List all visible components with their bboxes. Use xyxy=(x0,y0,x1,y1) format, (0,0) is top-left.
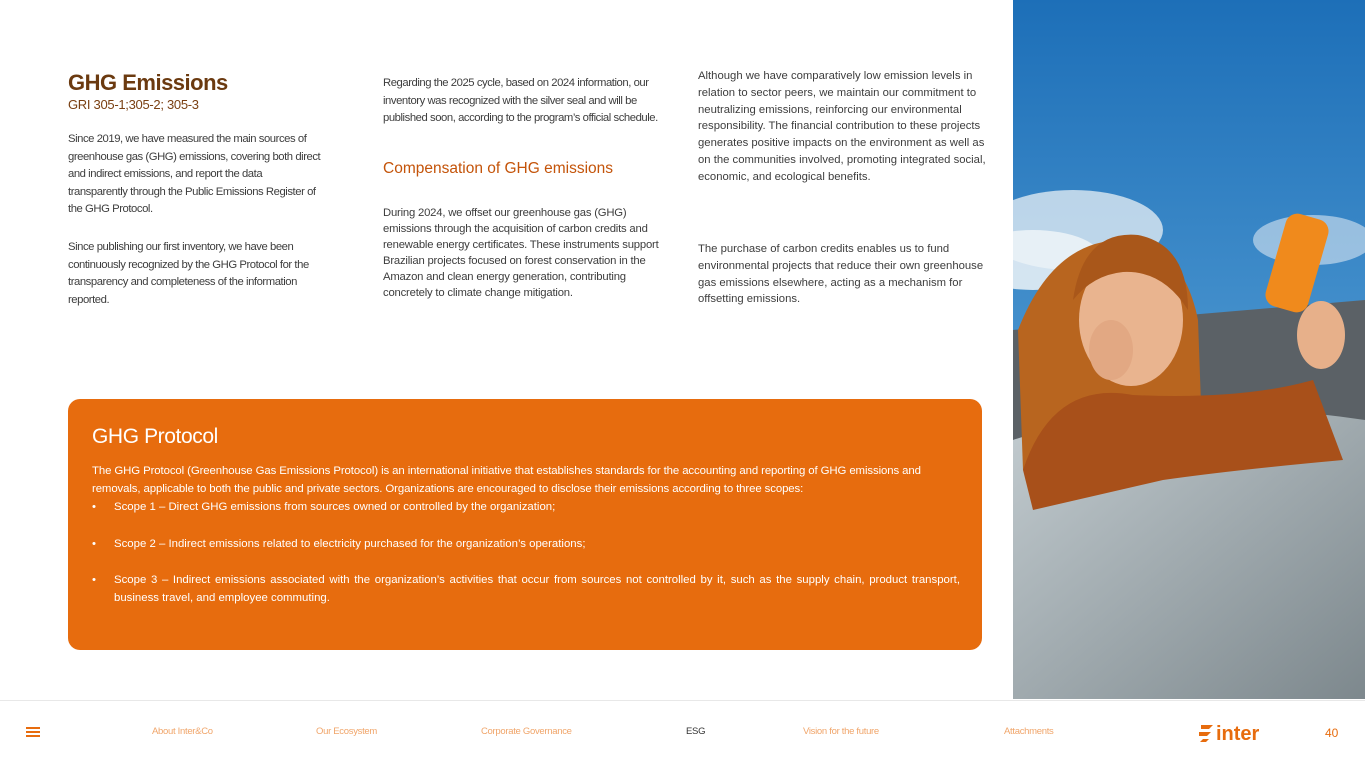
box-intro: The GHG Protocol (Greenhouse Gas Emissions Protocol) is an international initiative that establishes standards for the accounting and reporting of GHG emissions and removals, applicable to both the public and private sectors. Organizations are encouraged to disclose their emissions according to three scopes: xyxy=(92,465,921,495)
page-number: 40 xyxy=(1325,726,1339,740)
column1-paragraph2: Since publishing our first inventory, we have been continuously recognized by the GHG Protocol for the transparency and completeness of the information reported. xyxy=(68,241,309,306)
footer-nav xyxy=(0,701,1365,768)
scope-item xyxy=(92,499,960,517)
nav-about[interactable]: About Inter&Co xyxy=(152,726,213,737)
scope-text: Scope 3 – Indirect emissions associated with the organization’s activities that occur from sources not controlled by it, such as the supply chain, product transport, business travel, and employee commuting. xyxy=(114,574,960,604)
page-title: GHG Emissions xyxy=(68,70,228,95)
gri-reference: GRI 305-1;305-2; 305-3 xyxy=(68,97,199,112)
box-title: GHG Protocol xyxy=(92,425,218,448)
nav-esg[interactable]: ESG xyxy=(686,726,706,737)
column2-paragraph1: Regarding the 2025 cycle, based on 2024 information, our inventory was recognized with the silver seal and will be published soon, according to the program’s official schedule. xyxy=(383,77,658,124)
column3-paragraph2: The purchase of carbon credits enables us to fund environmental projects that reduce their own greenhouse gas emissions elsewhere, acting as a mechanism for offsetting emissions. xyxy=(698,243,984,306)
hero-photo xyxy=(1013,0,1365,699)
bullet-icon: • xyxy=(92,538,96,550)
bullet-icon: • xyxy=(92,501,96,513)
scope-text: Scope 1 – Direct GHG emissions from sources owned or controlled by the organization; xyxy=(114,501,556,513)
nav-vision[interactable]: Vision for the future xyxy=(803,726,879,737)
inter-logo xyxy=(1199,721,1273,743)
photo-illustration xyxy=(1013,0,1365,699)
ghg-protocol-box xyxy=(68,399,982,650)
nav-attachments[interactable]: Attachments xyxy=(1004,726,1054,737)
scope-item xyxy=(92,536,960,554)
nav-governance[interactable]: Corporate Governance xyxy=(481,726,572,737)
svg-text:inter: inter xyxy=(1216,723,1260,743)
column3-paragraph1: Although we have comparatively low emission levels in relation to sector peers, we maintain our commitment to neutralizing emissions, reinforcing our environmental responsibility. The financial contribution to these projects generates positive impacts on the environment as well as on the communities involved, promoting integrated social, economic, and ecological benefits. xyxy=(698,70,986,183)
hamburger-menu-icon[interactable] xyxy=(26,727,40,737)
bullet-icon: • xyxy=(92,574,96,586)
section-subtitle: Compensation of GHG emissions xyxy=(383,160,614,177)
column1-paragraph1: Since 2019, we have measured the main sources of greenhouse gas (GHG) emissions, covering both direct and indirect emissions, and report the data transparently through the Public Emissions Register of the GHG Protocol. xyxy=(68,133,321,215)
scope-item xyxy=(92,572,960,607)
nav-ecosystem[interactable]: Our Ecosystem xyxy=(316,726,378,737)
scope-text: Scope 2 – Indirect emissions related to electricity purchased for the organization’s operations; xyxy=(114,538,586,550)
column2-paragraph2: During 2024, we offset our greenhouse gas (GHG) emissions through the acquisition of carbon credits and renewable energy certificates. These instruments support Brazilian projects focused on forest conservation in the Amazon and clean energy generation, contributing concretely to climate change mitigation. xyxy=(383,207,659,299)
